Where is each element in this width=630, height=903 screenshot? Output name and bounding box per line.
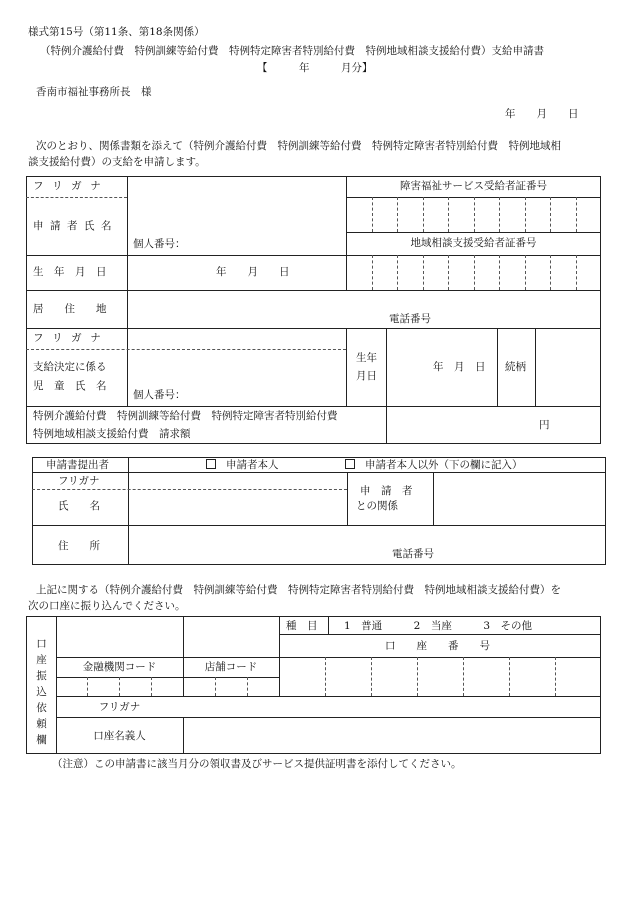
child-name-label-2: 児 童 氏 名	[33, 380, 107, 392]
claim-label-2: 特例地域相談支援給付費 請求額	[33, 428, 191, 440]
form-number: 様式第15号（第11条、第18条関係）	[28, 26, 205, 38]
child-birth-label-1: 生年	[356, 352, 377, 364]
child-personal-number-label: 個人番号：	[133, 389, 186, 401]
checkbox-other[interactable]	[345, 459, 355, 469]
service-cert-number-label: 障害福祉サービス受給者証番号	[400, 180, 547, 192]
transfer-side-label: 口 座 振 込 依 頼 欄	[36, 638, 47, 746]
claim-label-1: 特例介護給付費 特例訓練等給付費 特例特定障害者特別給付費	[33, 410, 338, 422]
child-name-label-1: 支給決定に係る	[33, 361, 107, 373]
branch-code-label: 店舗コード	[204, 661, 258, 673]
transfer-text-line2: 次の口座に振り込んでください。	[28, 600, 186, 612]
applicant-table	[26, 176, 601, 444]
transfer-text-line1: 上記に関する（特例介護給付費 特例訓練等給付費 特例特定障害者特別給付費 特例地域相談支援給付費）を	[36, 584, 561, 596]
intro-text-line2: 談支援給付費）の支給を申請します。	[28, 156, 206, 168]
address-label: 居 住 地	[33, 303, 107, 315]
submitter-phone-label: 電話番号	[392, 548, 434, 560]
regional-cert-number-label: 地域相談支援受給者証番号	[410, 237, 537, 249]
yen-unit: 円	[539, 419, 550, 431]
account-number-label: 口 座 番 号	[385, 640, 490, 652]
child-birth-label-2: 月日	[356, 370, 377, 382]
intro-text-line1: 次のとおり、関係書類を添えて（特例介護給付費 特例訓練等給付費 特例特定障害者特別給付費 特例地域相	[36, 140, 561, 152]
account-holder-label: 口座名義人	[93, 730, 146, 742]
submitter-table	[32, 457, 606, 565]
checkbox-self[interactable]	[206, 459, 216, 469]
relation-label-1: 申 請 者	[360, 485, 413, 497]
birthdate-label: 生 年 月 日	[33, 266, 107, 278]
account-furigana-label: フリガナ	[98, 701, 141, 713]
addressee: 香南市福祉事務所長 様	[36, 86, 152, 98]
submitter-address-label: 住 所	[58, 540, 100, 552]
option-other-person[interactable]	[345, 459, 523, 472]
applicant-name-label: 申 請 者 氏 名	[33, 220, 114, 232]
personal-number-label: 個人番号：	[133, 238, 186, 250]
phone-label: 電話番号	[389, 313, 431, 325]
submission-date: 年 月 日	[505, 108, 579, 120]
period-label: 【 年 月分】	[257, 62, 373, 74]
relation-label-2: との関係	[356, 500, 398, 512]
child-furigana-label: フ リ ガ ナ	[33, 332, 104, 344]
child-birth-field[interactable]: 年 月 日	[433, 361, 486, 373]
attachment-note: （注意）この申請書に該当月分の領収書及びサービス提供証明書を添付してください。	[52, 758, 462, 770]
relationship-label: 続柄	[505, 361, 526, 373]
option-self-label: 申請者本人	[226, 459, 279, 471]
account-type-options[interactable]: 1 普通 2 当座 3 その他	[344, 620, 533, 632]
option-applicant-self[interactable]	[206, 459, 279, 472]
account-type-label: 種 目	[286, 620, 318, 632]
submitter-label: 申請書提出者	[46, 459, 109, 471]
bank-code-label: 金融機関コード	[82, 661, 157, 673]
furigana-label: フ リ ガ ナ	[33, 180, 104, 192]
submitter-name-label: 氏 名	[58, 500, 100, 512]
form-title: （特例介護給付費 特例訓練等給付費 特例特定障害者特別給付費 特例地域相談支援給付費）支給申請書	[40, 45, 544, 57]
option-other-label: 申請者本人以外（下の欄に記入）	[365, 459, 523, 471]
birthdate-field[interactable]: 年 月 日	[216, 266, 290, 278]
submitter-furigana-label: フリガナ	[58, 475, 100, 487]
